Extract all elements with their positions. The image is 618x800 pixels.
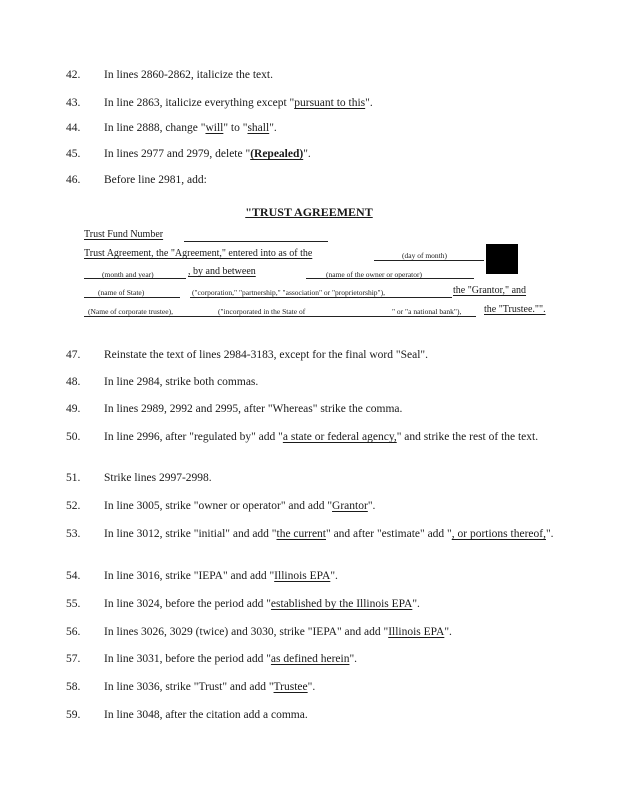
corporate-trustee-label: (Name of corporate trustee), — [88, 307, 173, 316]
item-text: In lines 3026, 3029 (twice) and 3030, strike "IEPA" and add "Illinois EPA". — [104, 626, 452, 638]
agreement-intro-text: Trust Agreement, the "Agreement," entered into as of the — [84, 248, 313, 259]
item-text: In line 3012, strike "initial" and add "the current" and after "estimate" add ", or portions thereof,". — [104, 528, 554, 540]
item-number: 49. — [66, 403, 81, 415]
item-text: In line 2863, italicize everything except "pursuant to this". — [104, 97, 373, 109]
item-text: In line 3024, before the period add "established by the Illinois EPA". — [104, 598, 420, 610]
day-of-month-label: (day of month) — [402, 251, 447, 260]
item-text: Reinstate the text of lines 2984-3183, except for the final word "Seal". — [104, 349, 428, 361]
redaction-box — [486, 244, 518, 274]
item-text: In lines 2977 and 2979, delete "(Repealed)". — [104, 148, 311, 160]
item-text: In lines 2989, 2992 and 2995, after "Whereas" strike the comma. — [104, 403, 403, 415]
item-text: In line 3036, strike "Trust" and add "Trustee". — [104, 681, 316, 693]
item-text: In lines 2860-2862, italicize the text. — [104, 69, 273, 81]
item-number: 50. — [66, 431, 81, 443]
item-text: In line 3048, after the citation add a comma. — [104, 709, 308, 721]
item-number: 57. — [66, 653, 81, 665]
item-number: 44. — [66, 122, 81, 134]
item-number: 54. — [66, 570, 81, 582]
by-and-between-text: , by and between — [188, 266, 256, 277]
item-text: In line 2996, after "regulated by" add "a state or federal agency," and strike the rest of the text. — [104, 431, 539, 443]
grantor-text: the "Grantor," and — [453, 285, 527, 296]
item-number: 43. — [66, 97, 81, 109]
item-number: 47. — [66, 349, 81, 361]
month-year-label: (month and year) — [102, 270, 154, 279]
national-bank-label: " or "a national bank"), — [392, 307, 462, 316]
item-text: In line 2984, strike both commas. — [104, 376, 259, 388]
item-number: 46. — [66, 174, 81, 186]
item-number: 45. — [66, 148, 81, 160]
item-number: 51. — [66, 472, 81, 484]
entity-type-label: ("corporation," "partnership," "association" or "proprietorship"), — [192, 288, 385, 297]
item-number: 59. — [66, 709, 81, 721]
trust-fund-number-blank — [184, 241, 328, 242]
item-number: 42. — [66, 69, 81, 81]
name-of-state-label: (name of State) — [98, 288, 145, 297]
item-text: In line 2888, change "will" to "shall". — [104, 122, 277, 134]
item-text: Strike lines 2997-2998. — [104, 472, 212, 484]
item-number: 55. — [66, 598, 81, 610]
item-number: 53. — [66, 528, 81, 540]
incorporated-label: ("incorporated in the State of — [218, 307, 306, 316]
owner-operator-label: (name of the owner or operator) — [326, 270, 422, 279]
item-text: In line 3031, before the period add "as defined herein". — [104, 653, 358, 665]
item-text: In line 3016, strike "IEPA" and add "Illinois EPA". — [104, 570, 338, 582]
item-text: Before line 2981, add: — [104, 174, 207, 186]
item-number: 48. — [66, 376, 81, 388]
agreement-title: "TRUST AGREEMENT — [245, 205, 373, 219]
item-number: 58. — [66, 681, 81, 693]
item-number: 52. — [66, 500, 81, 512]
trust-fund-number-label: Trust Fund Number — [84, 229, 164, 240]
trustee-text: the "Trustee."". — [484, 304, 546, 315]
item-text: In line 3005, strike "owner or operator" and add "Grantor". — [104, 500, 376, 512]
item-number: 56. — [66, 626, 81, 638]
